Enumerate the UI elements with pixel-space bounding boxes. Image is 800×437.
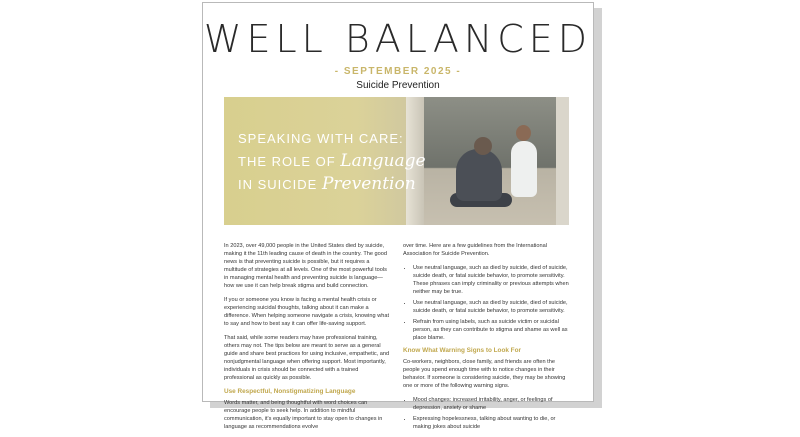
warning-signs-list: [403, 396, 569, 431]
hero-photo-wall: [556, 97, 569, 225]
list-item: • Use neutral language, such as died by suicide, died of suicide, suicide death, or fatal suicide behavior, to promote sensitivity.: [413, 299, 569, 315]
issue-date: - SEPTEMBER 2025 -: [334, 66, 462, 77]
hero-photo-caregiver: [511, 141, 537, 197]
hero-photo-seated-person-head: [474, 137, 492, 155]
hero-headline-script-prevention: Prevention: [321, 174, 416, 194]
list-item: • Use neutral language, such as died by suicide, died of suicide, suicide death, or fatal suicide behavior, to promote sensitivity. These phrases can imply criminality or previous attempts when neither may be true.: [413, 264, 569, 296]
article-paragraph: In 2023, over 49,000 people in the United States died by suicide, making it the 11th leading cause of death in the country. The good news is that preventing suicide is possible, but it requires a multitude of strategies at all levels. One of the most powerful tools in managing mental health and preventing suicide is language—how we use it can help break stigma and build connection.: [224, 243, 387, 289]
hero-headline-line3-prefix: IN SUICIDE: [238, 177, 322, 192]
hero-banner: [224, 97, 569, 225]
article-paragraph: over time. Here are a few guidelines from the International Association for Suicide Prevention.: [403, 243, 547, 257]
hero-headline: [238, 127, 428, 196]
section-heading: Know What Warning Signs to Look For: [403, 347, 521, 354]
section-heading: Use Respectful, Nonstigmatizing Language: [224, 388, 356, 395]
article-paragraph: That said, while some readers may have professional training, others may not. The tips below are meant to serve as a general guide and share best practices for using inclusive, empathetic, and nonjudgmental language when offering support. Most importantly, individuals in crisis should be connected with a trained professional as quickly as possible.: [224, 335, 390, 381]
masthead-title: WELL BALANCED: [203, 17, 593, 61]
article-paragraph: Co-workers, neighbors, close family, and friends are often the people you spend enough time with to notice changes in their behavior. If someone is considering suicide, they may be showing one or more of the following warning signs.: [403, 359, 566, 389]
newsletter-page: [202, 2, 594, 430]
list-item: • Refrain from using labels, such as suicide victim or suicidal person, as they can contribute to stigma and shame as well as place blame.: [413, 318, 569, 342]
article-paragraph: Words matter, and being thoughtful with word choices can encourage people to seek help. In addition to mindful communication, it's equally important to stay open to changes in language as recommendations evolve: [224, 400, 383, 430]
hero-headline-line3: [238, 173, 428, 196]
hero-headline-script-language: Language: [340, 151, 426, 171]
hero-photo-caregiver-head: [516, 125, 531, 141]
list-item: • Expressing hopelessness, talking about wanting to die, or making jokes about suicide: [413, 415, 569, 431]
issue-topic: Suicide Prevention: [356, 80, 440, 91]
article-column-left: [224, 242, 390, 437]
article-column-right: [403, 242, 569, 436]
hero-headline-line2: [238, 150, 428, 173]
hero-headline-line1: SPEAKING WITH CARE:: [238, 131, 404, 146]
guideline-list: [403, 264, 569, 342]
list-item: • Mood changes: increased irritability, anger, or feelings of depression, anxiety or shame: [413, 396, 569, 412]
hero-photo-seated-person: [456, 149, 502, 201]
hero-headline-line2-prefix: THE ROLE OF: [238, 154, 341, 169]
article-paragraph: If you or someone you know is facing a mental health crisis or experiencing suicidal thoughts, talking about it can make a difference. When helping someone navigate a crisis, knowing what to say and how to best say it can offer life-saving support.: [224, 297, 390, 327]
